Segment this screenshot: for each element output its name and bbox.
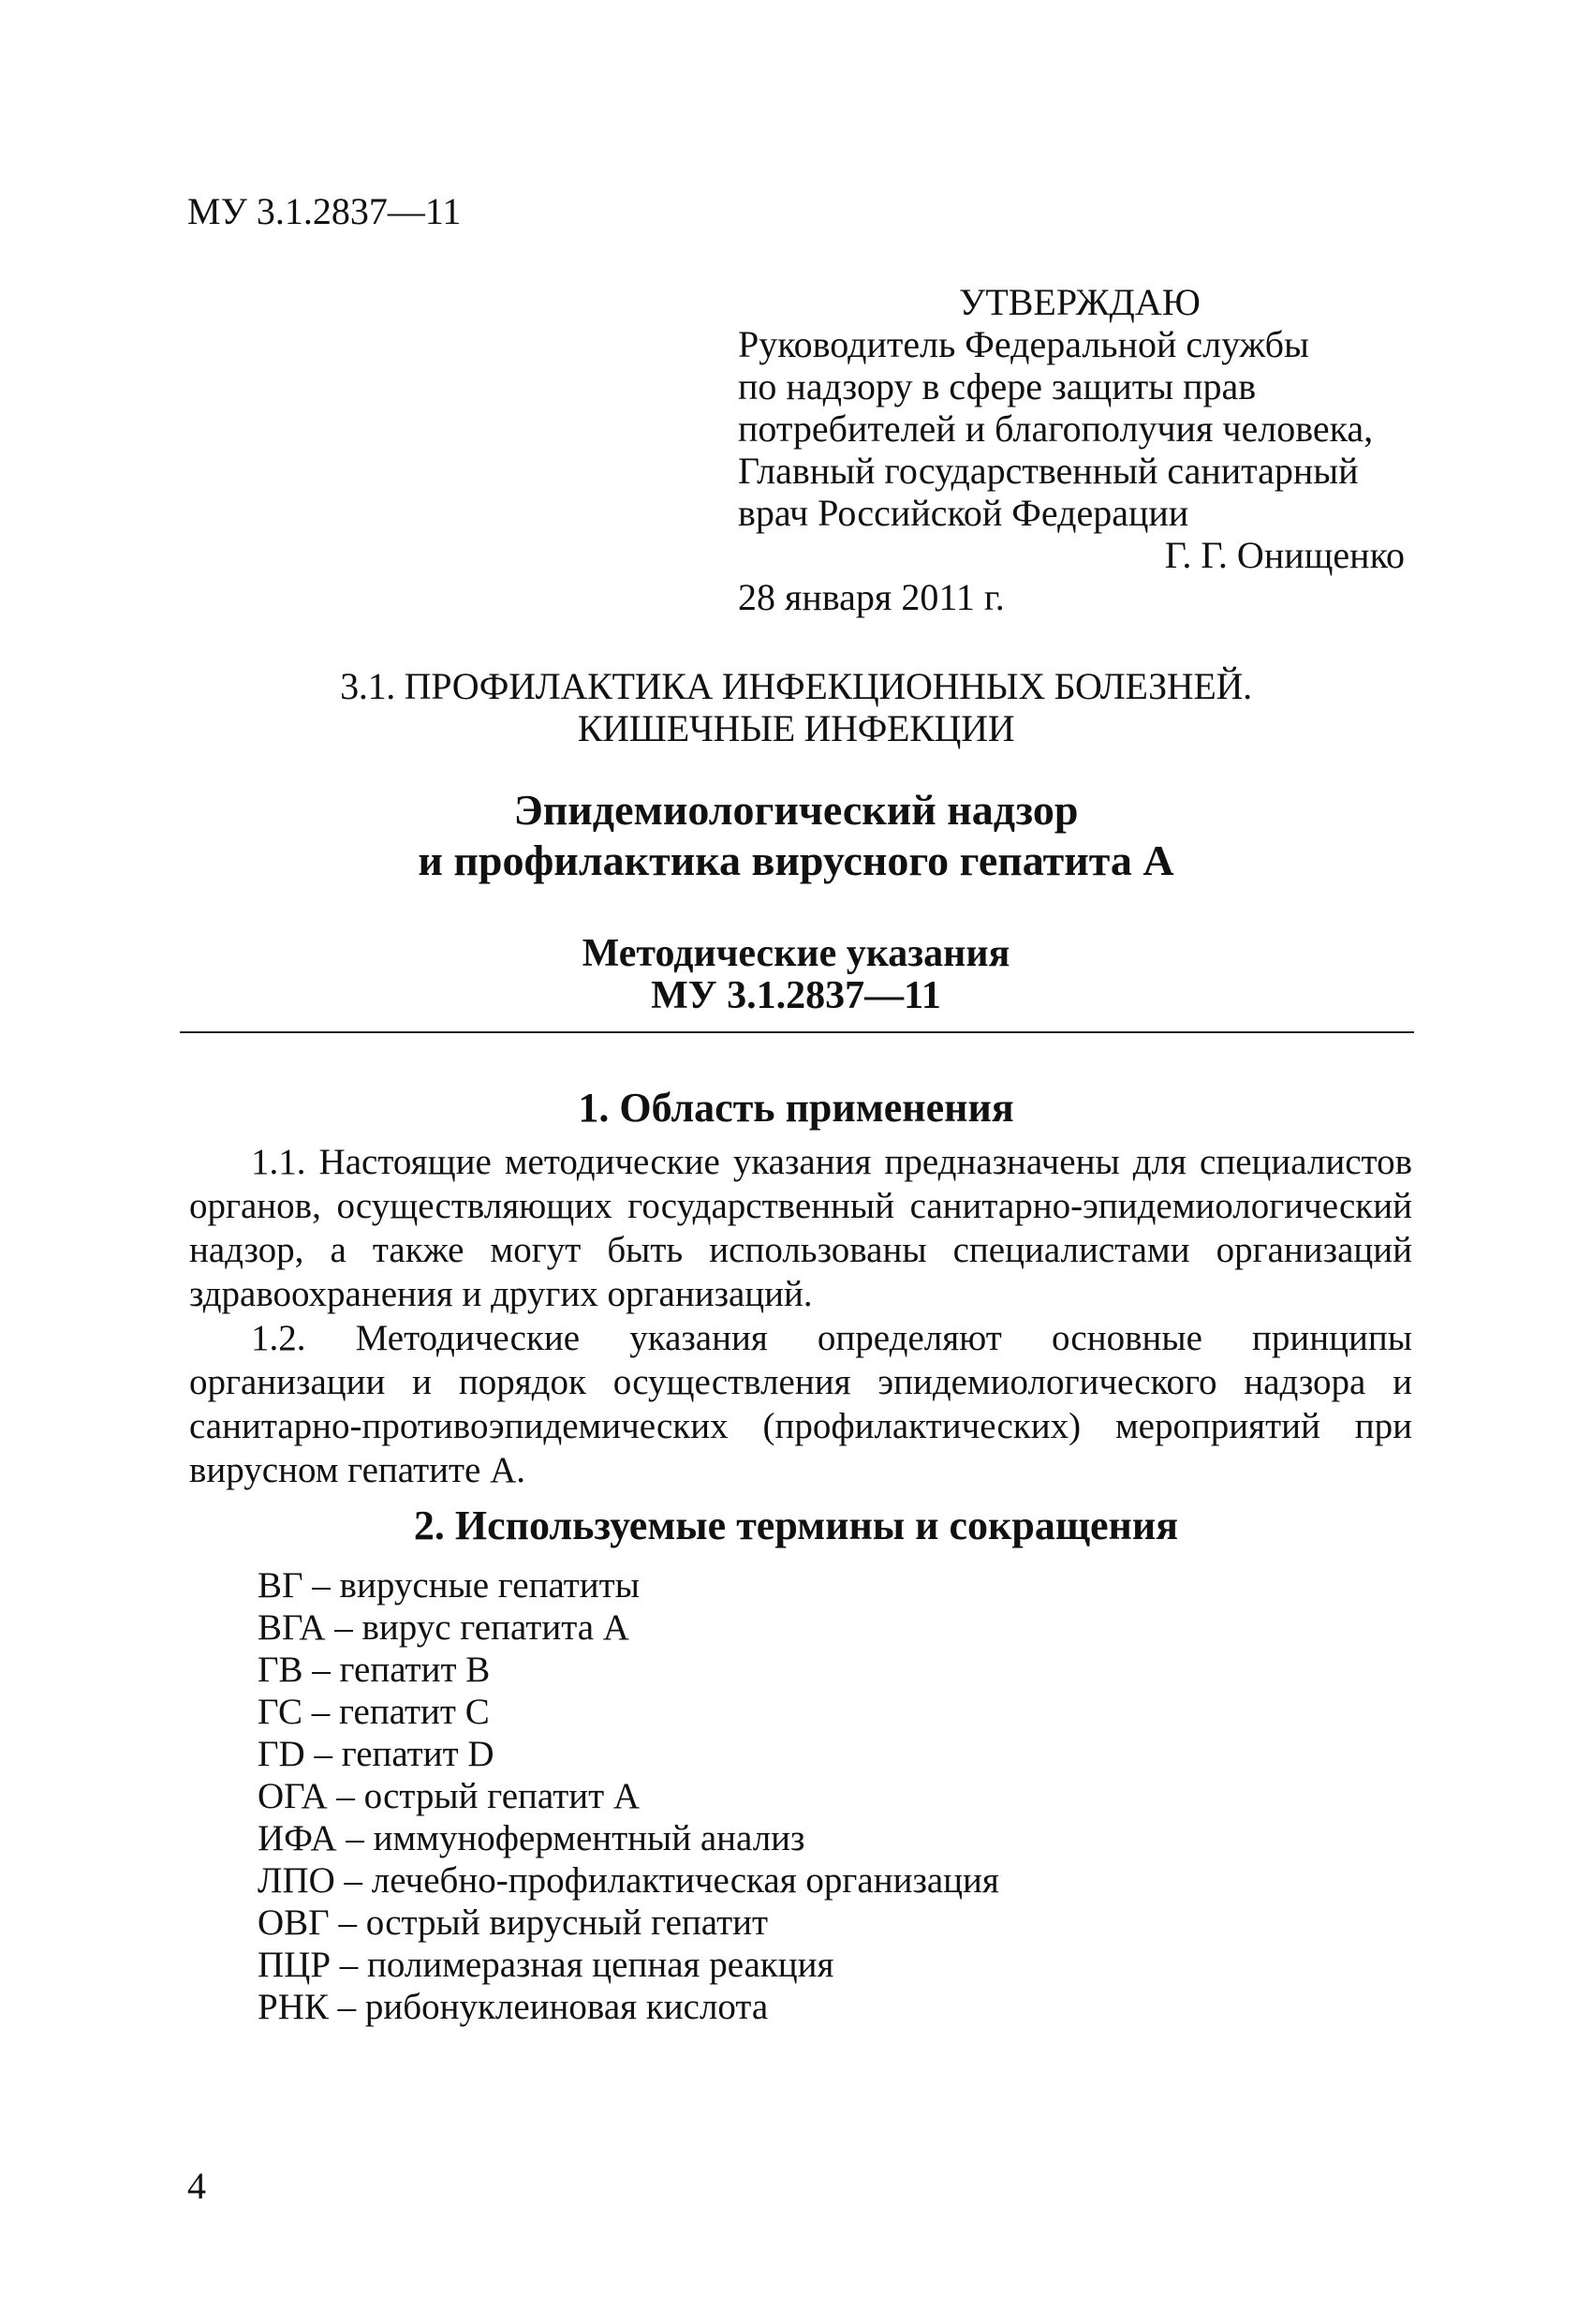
list-item: ОВГ – острый вирусный гепатит [258, 1902, 769, 1943]
list-item: ОГА – острый гепатит А [258, 1776, 641, 1816]
list-item: ЛПО – лечебно-профилактическая организация [258, 1860, 999, 1901]
list-item: РНК – рибонуклеиновая кислота [258, 1987, 769, 2027]
list-item: ГВ – гепатит В [258, 1650, 491, 1690]
list-item: ГD – гепатит D [258, 1734, 494, 1774]
paragraph-1-2: 1.2. Методические указания определяют основные принципы организации и порядок осуществления эпидемиологического надзора и санитарно-противоэпидемических (профилактических) мероприятий при вирусном гепатите А. [189, 1318, 1412, 1490]
approval-title: УТВЕРЖДАЮ [959, 281, 1201, 323]
approval-signatory: Г. Г. Онищенко [1164, 534, 1405, 576]
approval-line: Руководитель Федеральной службы [738, 323, 1309, 365]
approval-block [738, 281, 1431, 618]
section-2-heading: 2. Используемые термины и сокращения [413, 1502, 1179, 1548]
abbreviations-list [258, 1564, 999, 2028]
page-number: 4 [187, 2165, 206, 2207]
list-item: ВГ – вирусные гепатиты [258, 1565, 640, 1606]
approval-line: врач Российской Федерации [738, 492, 1189, 534]
document-code-header: МУ 3.1.2837—11 [187, 190, 462, 232]
title-line: и профилактика вирусного гепатита А [418, 836, 1174, 884]
category-line: 3.1. ПРОФИЛАКТИКА ИНФЕКЦИОННЫХ БОЛЕЗНЕЙ. [340, 665, 1252, 707]
title-line: Эпидемиологический надзор [513, 786, 1079, 834]
approval-line: по надзору в сфере защиты прав [738, 365, 1257, 407]
approval-line: потребителей и благополучия человека, [738, 407, 1374, 450]
document-kind [0, 933, 1592, 1017]
approval-date: 28 января 2011 г. [738, 576, 1005, 618]
list-item: ПЦР – полимеразная цепная реакция [258, 1945, 834, 1985]
list-item: ГС – гепатит С [258, 1692, 490, 1732]
horizontal-divider [180, 1031, 1414, 1033]
section-1-heading: 1. Область применения [578, 1085, 1014, 1131]
category-line: КИШЕЧНЫЕ ИНФЕКЦИИ [577, 707, 1015, 749]
document-title [0, 785, 1592, 886]
list-item: ИФА – иммуноферментный анализ [258, 1818, 805, 1858]
approval-line: Главный государственный санитарный [738, 450, 1359, 492]
paragraph-1-1: 1.1. Настоящие методические указания предназначены для специалистов органов, осуществляющих государственный санитарно-эпидемиологический надзор, а также могут быть использованы специалистами организаций здравоохранения и других организаций. [189, 1142, 1412, 1314]
list-item: ВГА – вирус гепатита А [258, 1607, 629, 1648]
doc-kind-code: МУ 3.1.2837—11 [651, 974, 941, 1017]
doc-kind-line: Методические указания [582, 932, 1010, 975]
document-category [0, 665, 1592, 749]
